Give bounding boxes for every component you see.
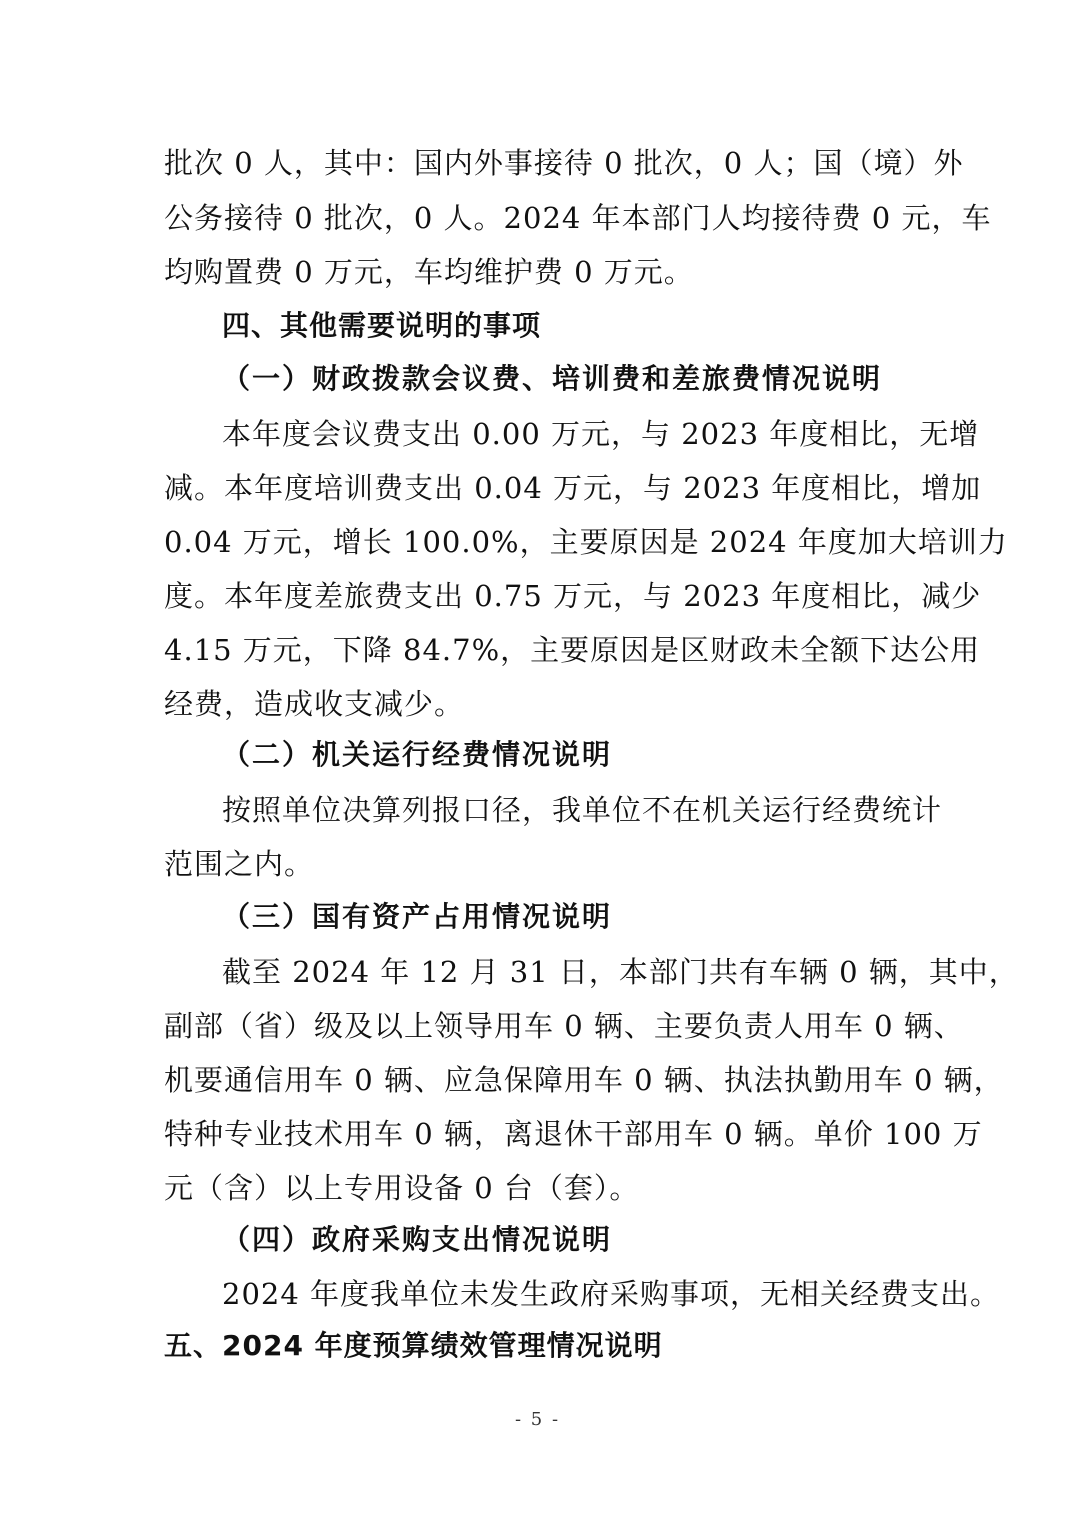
body-line: 4.15 万元，下降 84.7%，主要原因是区财政未全额下达公用 (164, 633, 981, 667)
body-line: 范围之内。 (164, 847, 315, 881)
body-line: 机要通信用车 0 辆、应急保障用车 0 辆、执法执勤用车 0 辆， (164, 1063, 1004, 1097)
body-line: 截至 2024 年 12 月 31 日，本部门共有车辆 0 辆，其中， (222, 955, 1019, 989)
body-line: 批次 0 人，其中：国内外事接待 0 批次，0 人；国（境）外 (164, 146, 964, 180)
page-number: - 5 - (514, 1409, 561, 1430)
body-line: 度。本年度差旅费支出 0.75 万元，与 2023 年度相比，减少 (164, 579, 982, 613)
subsection-heading: （四）政府采购支出情况说明 (222, 1223, 613, 1256)
body-line: 均购置费 0 万元，车均维护费 0 万元。 (164, 255, 694, 289)
body-line: 按照单位决算列报口径，我单位不在机关运行经费统计 (222, 793, 943, 827)
body-line: 公务接待 0 批次，0 人。2024 年本部门人均接待费 0 元，车 (164, 201, 992, 235)
subsection-heading: （三）国有资产占用情况说明 (222, 900, 613, 933)
body-line: 经费，造成收支减少。 (164, 687, 465, 721)
body-line: 特种专业技术用车 0 辆，离退休干部用车 0 辆。单价 100 万 (164, 1117, 983, 1151)
subsection-heading: （一）财政拨款会议费、培训费和差旅费情况说明 (222, 362, 883, 395)
body-line: 0.04 万元，增长 100.0%，主要原因是 2024 年度加大培训力 (164, 525, 1008, 559)
body-line: 副部（省）级及以上领导用车 0 辆、主要负责人用车 0 辆、 (164, 1009, 964, 1043)
body-line: 元（含）以上专用设备 0 台（套）。 (164, 1171, 640, 1205)
body-line: 2024 年度我单位未发生政府采购事项，无相关经费支出。 (222, 1277, 1001, 1311)
body-line: 本年度会议费支出 0.00 万元，与 2023 年度相比，无增 (222, 417, 980, 451)
subsection-heading: （二）机关运行经费情况说明 (222, 738, 613, 771)
section-heading: 四、其他需要说明的事项 (222, 309, 542, 342)
section-heading: 五、2024 年度预算绩效管理情况说明 (164, 1329, 663, 1362)
body-line: 减。本年度培训费支出 0.04 万元，与 2023 年度相比，增加 (164, 471, 982, 505)
